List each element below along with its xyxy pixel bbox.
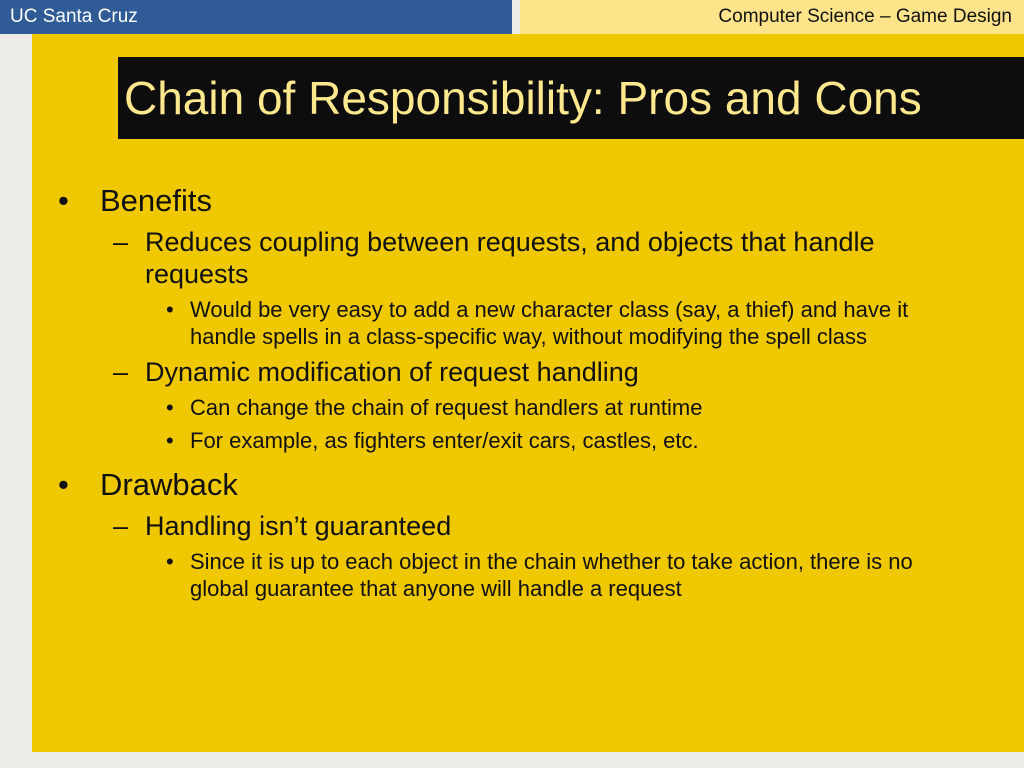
sub-bullet-coupling	[58, 226, 978, 290]
detail-bullet-character-class	[58, 296, 978, 350]
sub-bullet-text: Dynamic modification of request handling	[145, 357, 639, 387]
bullet-dot-icon: •	[166, 297, 174, 322]
bullet-dot-icon: •	[166, 549, 174, 574]
bullet-dot-icon: •	[58, 467, 69, 502]
header-course: Computer Science – Game Design	[520, 0, 1024, 34]
detail-text: Would be very easy to add a new character class (say, a thief) and have it handle spells in a class-specific way, without modifying the spell class	[190, 297, 909, 349]
detail-text: For example, as fighters enter/exit cars, castles, etc.	[190, 428, 699, 453]
detail-bullet-example	[58, 427, 978, 454]
bullet-dot-icon: •	[58, 183, 69, 218]
bullet-benefits	[58, 182, 978, 220]
bullet-dot-icon: •	[166, 428, 174, 453]
bullet-text: Drawback	[100, 467, 238, 502]
sub-bullet-guarantee	[58, 510, 978, 542]
slide-title-box	[118, 57, 1024, 139]
detail-bullet-no-guarantee	[58, 548, 978, 602]
sub-bullet-text: Reduces coupling between requests, and objects that handle requests	[145, 227, 875, 289]
slide-title: Chain of Responsibility: Pros and Cons	[124, 72, 922, 124]
detail-bullet-runtime	[58, 394, 978, 421]
header-divider	[512, 0, 520, 34]
bullet-dot-icon: •	[166, 395, 174, 420]
dash-icon: –	[113, 357, 129, 387]
detail-text: Since it is up to each object in the chain whether to take action, there is no global guarantee that anyone will handle a request	[190, 549, 913, 601]
bullet-text: Benefits	[100, 183, 213, 218]
dash-icon: –	[113, 511, 129, 541]
header-institution: UC Santa Cruz	[0, 0, 512, 34]
bullet-list	[58, 180, 978, 602]
sub-bullet-text: Handling isn’t guaranteed	[145, 511, 452, 541]
sub-bullet-dynamic	[58, 356, 978, 388]
dash-icon: –	[113, 227, 129, 257]
detail-text: Can change the chain of request handlers at runtime	[190, 395, 703, 420]
bullet-drawback	[58, 466, 978, 504]
